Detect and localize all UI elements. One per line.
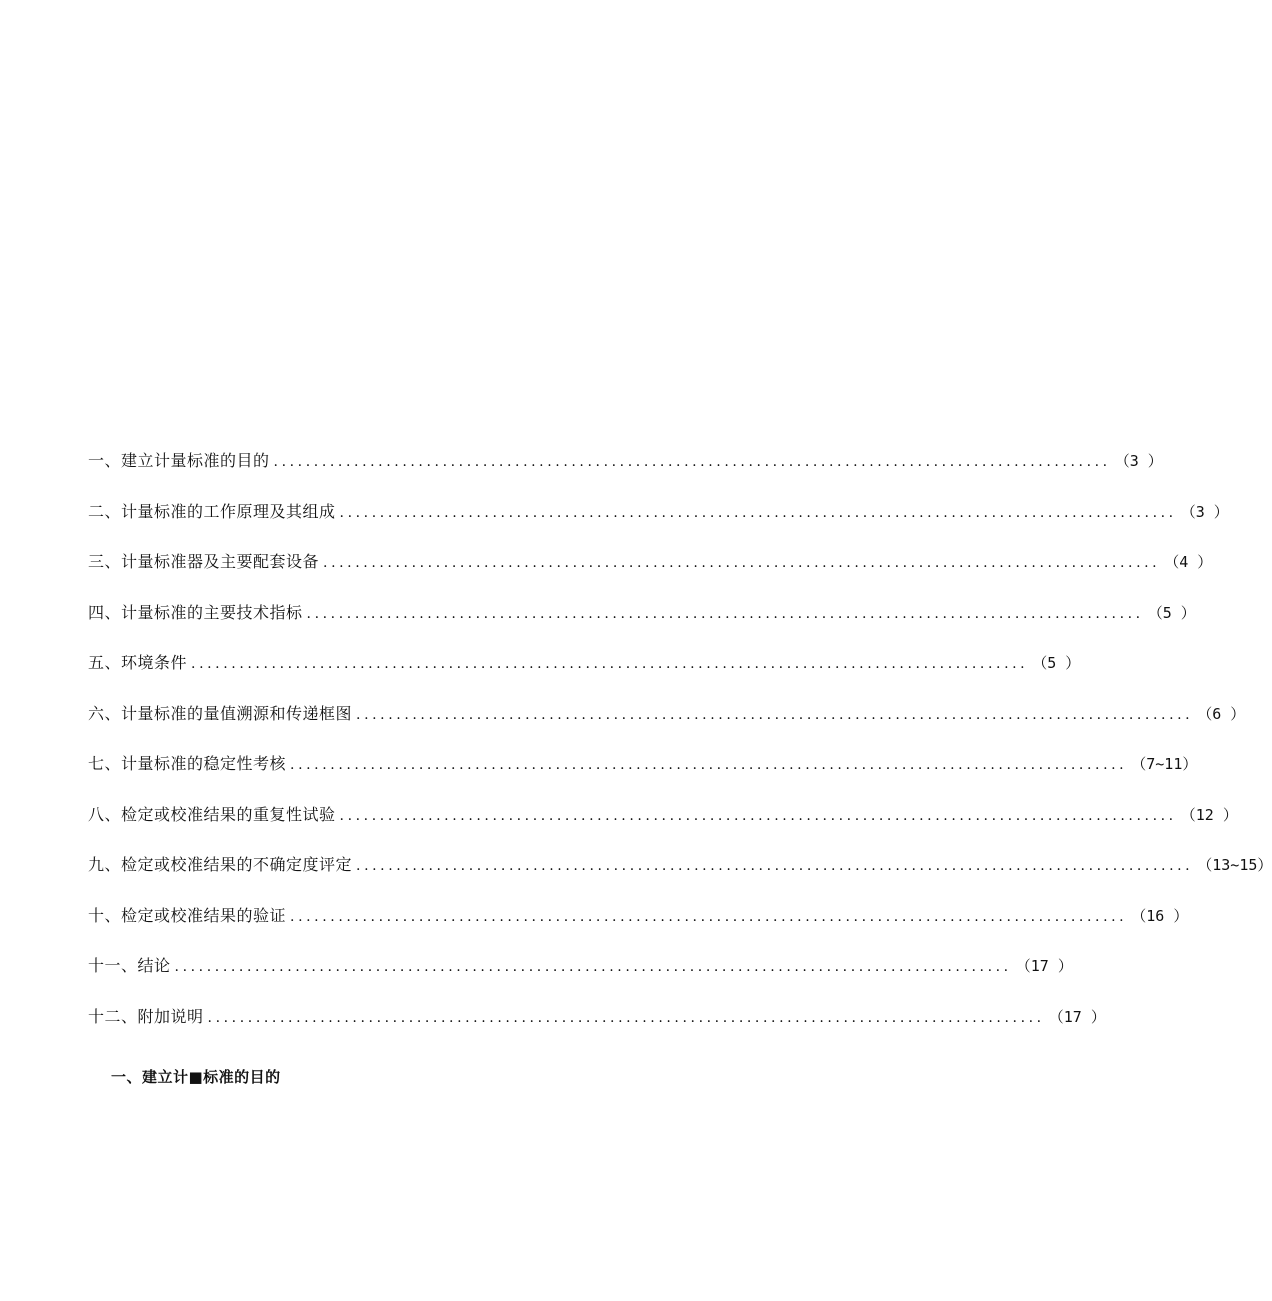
toc-entry-page: （5 ） <box>1032 654 1081 672</box>
toc-entry[interactable] <box>88 953 1073 1004</box>
toc-entry[interactable] <box>88 751 1198 802</box>
toc-entry[interactable] <box>88 650 1081 701</box>
toc-entry-page: （17 ） <box>1015 957 1073 975</box>
toc-dot-leader: ........................................................................................................ <box>339 807 1177 824</box>
toc-dot-leader: ........................................................................................................ <box>323 555 1161 571</box>
toc-entry-title: 四、计量标准的主要技术指标 <box>88 602 303 622</box>
toc-entry-title: 九、检定或校准结果的不确定度评定 <box>88 855 353 874</box>
toc-entry-page: （17 ） <box>1048 1007 1106 1026</box>
toc-entry[interactable] <box>88 600 1196 651</box>
toc-entry-page: （5 ） <box>1147 603 1196 622</box>
toc-entry-page: （3 ） <box>1114 452 1163 470</box>
toc-dot-leader: ........................................................................................................ <box>207 1009 1045 1026</box>
toc-dot-leader: ........................................................................................................ <box>339 504 1177 521</box>
toc-dot-leader: ........................................................................................................ <box>356 858 1194 874</box>
toc-entry-page: （12 ） <box>1180 805 1238 824</box>
section-heading: 一、建立计■标准的目的 <box>111 1068 281 1086</box>
toc-dot-leader: ........................................................................................................ <box>356 706 1194 723</box>
toc-entry[interactable] <box>88 1004 1106 1055</box>
table-of-contents <box>88 448 1272 1054</box>
toc-entry[interactable] <box>88 701 1246 752</box>
toc-dot-leader: ........................................................................................................ <box>290 908 1128 925</box>
toc-dot-leader: ........................................................................................................ <box>273 454 1111 470</box>
toc-entry-title: 十二、附加说明 <box>88 1006 204 1026</box>
toc-entry-page: （6 ） <box>1197 704 1246 723</box>
toc-dot-leader: ........................................................................................................ <box>191 656 1029 672</box>
toc-entry-title: 八、检定或校准结果的重复性试验 <box>88 804 336 824</box>
toc-entry-page: （13~15） <box>1197 856 1272 874</box>
toc-entry-title: 六、计量标准的量值溯源和传递框图 <box>88 703 353 723</box>
toc-entry-title: 十一、结论 <box>88 956 171 975</box>
toc-entry-page: （16 ） <box>1131 906 1189 925</box>
toc-entry-title: 七、计量标准的稳定性考核 <box>88 754 287 773</box>
toc-entry-title: 五、环境条件 <box>88 653 188 672</box>
toc-entry[interactable] <box>88 448 1163 499</box>
toc-dot-leader: ........................................................................................................ <box>306 605 1144 622</box>
toc-entry-title: 一、建立计量标准的目的 <box>88 451 270 470</box>
toc-entry[interactable] <box>88 802 1238 853</box>
toc-entry-title: 十、检定或校准结果的验证 <box>88 905 287 925</box>
toc-entry[interactable] <box>88 903 1189 954</box>
toc-entry[interactable] <box>88 852 1272 903</box>
toc-dot-leader: ........................................................................................................ <box>290 757 1128 773</box>
toc-entry-page: （4 ） <box>1164 553 1213 571</box>
toc-entry-title: 三、计量标准器及主要配套设备 <box>88 552 320 571</box>
toc-entry-title: 二、计量标准的工作原理及其组成 <box>88 501 336 521</box>
toc-entry[interactable] <box>88 499 1229 550</box>
toc-entry-page: （7~11） <box>1131 755 1198 773</box>
toc-entry-page: （3 ） <box>1180 502 1229 521</box>
toc-dot-leader: ........................................................................................................ <box>174 959 1012 975</box>
toc-entry[interactable] <box>88 549 1213 600</box>
